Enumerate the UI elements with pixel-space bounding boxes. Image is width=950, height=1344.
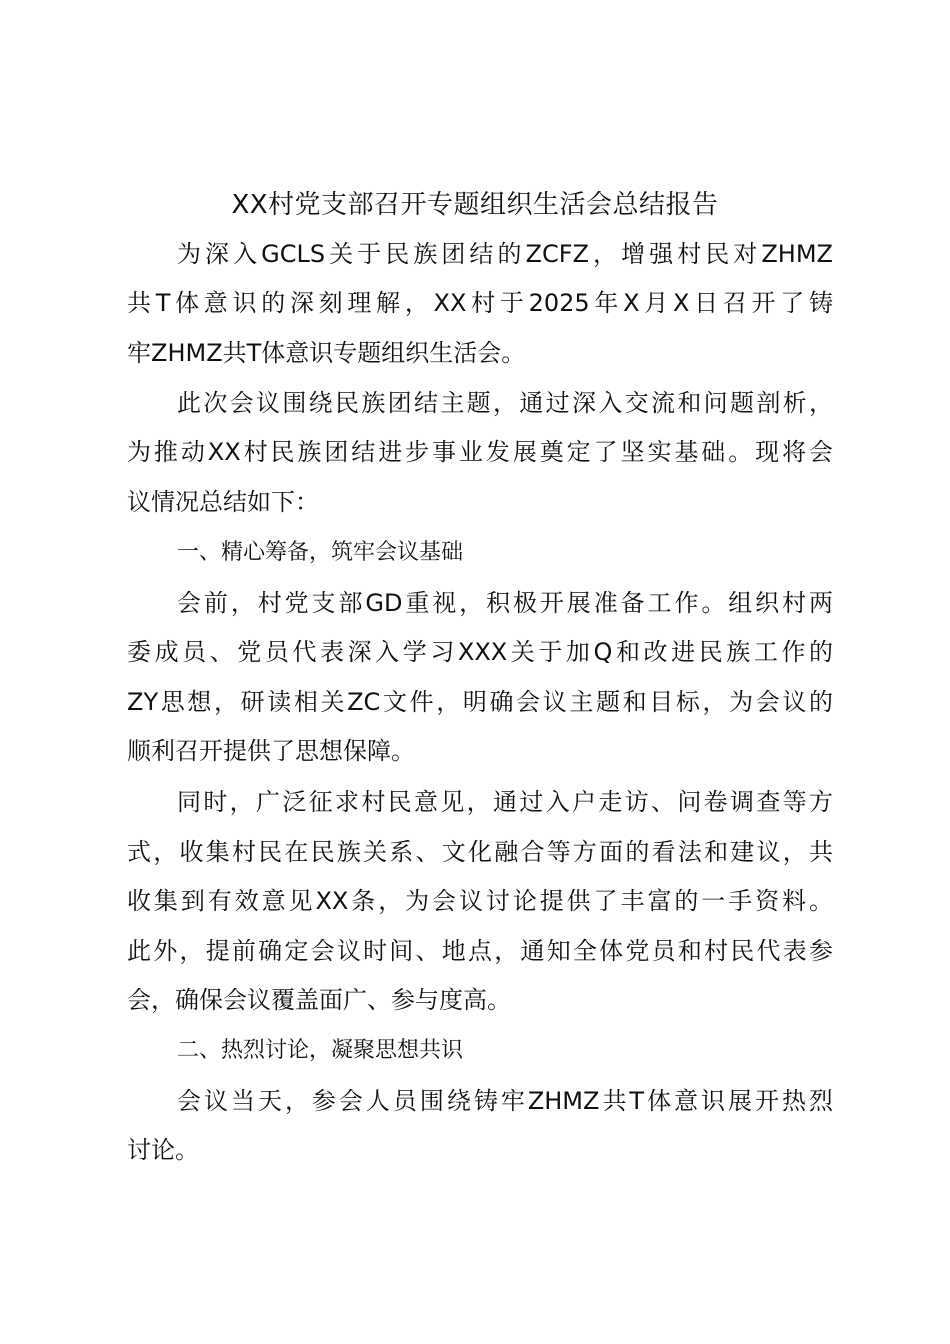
paragraph-1-line-1: 为深入GCLS关于民族团结的ZCFZ，增强村民对ZHMZ bbox=[177, 240, 833, 268]
paragraph-2-line-1: 此次会议围绕民族团结主题，通过深入交流和问题剖析， bbox=[177, 389, 833, 417]
paragraph-4-line-3: 收集到有效意见XX条，为会议讨论提供了丰富的一手资料。 bbox=[127, 887, 833, 915]
paragraph-4-line-2: 式，收集村民在民族关系、文化融合等方面的看法和建议，共 bbox=[127, 838, 833, 866]
document-title: XX村党支部召开专题组织生活会总结报告 bbox=[231, 190, 719, 220]
paragraph-5-line-1: 会议当天，参会人员围绕铸牢ZHMZ共T体意识展开热烈 bbox=[177, 1087, 833, 1115]
section-heading-1: 一、精心筹备，筑牢会议基础 bbox=[177, 540, 464, 565]
paragraph-1-line-3: 牢ZHMZ共T体意识专题组织生活会。 bbox=[127, 339, 526, 367]
paragraph-4-line-5: 会，确保会议覆盖面广、参与度高。 bbox=[127, 986, 511, 1014]
paragraph-3-line-1: 会前，村党支部GD重视，积极开展准备工作。组织村两 bbox=[177, 589, 833, 617]
paragraph-3-line-3: ZY思想，研读相关ZC文件，明确会议主题和目标，为会议的 bbox=[127, 688, 833, 716]
paragraph-2-line-2: 为推动XX村民族团结进步事业发展奠定了坚实基础。现将会 bbox=[127, 438, 833, 466]
paragraph-3-line-2: 委成员、党员代表深入学习XXX关于加Q和改进民族工作的 bbox=[127, 638, 833, 666]
paragraph-5-line-2: 讨论。 bbox=[127, 1136, 199, 1164]
paragraph-4-line-1: 同时，广泛征求村民意见，通过入户走访、问卷调查等方 bbox=[177, 788, 833, 816]
paragraph-1-line-2: 共T体意识的深刻理解，XX村于2025年X月X日召开了铸 bbox=[127, 289, 833, 317]
paragraph-4-line-4: 此外，提前确定会议时间、地点，通知全体党员和村民代表参 bbox=[127, 937, 833, 965]
paragraph-3-line-4: 顺利召开提供了思想保障。 bbox=[127, 737, 415, 765]
paragraph-2-line-3: 议情况总结如下： bbox=[127, 488, 319, 516]
section-heading-2: 二、热烈讨论，凝聚思想共识 bbox=[177, 1038, 464, 1063]
